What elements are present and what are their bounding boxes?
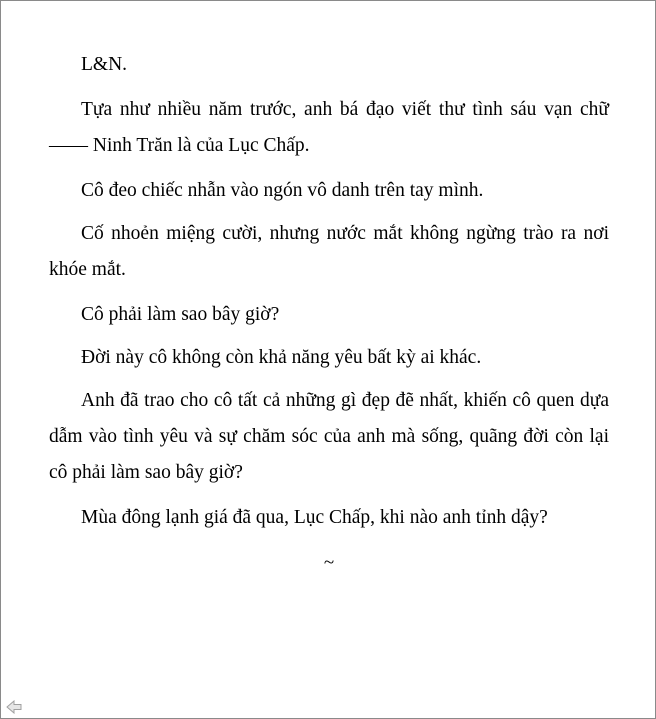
paragraph-signature: L&N. [81,54,128,75]
paragraph-dependence: Anh đã trao cho cô tất cả những gì đẹp đẽ nhất, khiến cô quen dựa dẫm vào tình yêu và sự chăm sóc của anh mà sống, quãng đời còn lại cô phải làm sao bây giờ? [49,390,609,483]
paragraph-tears: Cố nhoẻn miệng cười, nhưng nước mắt không ngừng trào ra nơi khóe mắt. [49,223,609,280]
paragraph-no-one-else: Đời này cô không còn khả năng yêu bất kỳ ai khác. [81,347,482,368]
document-page [49,47,609,581]
paragraph-winter: Mùa đông lạnh giá đã qua, Lục Chấp, khi nào anh tỉnh dậy? [81,507,548,528]
section-break: ~ [323,552,335,573]
paragraph-question: Cô phải làm sao bây giờ? [81,304,280,325]
paragraph-ring: Cô đeo chiếc nhẫn vào ngón vô danh trên tay mình. [81,180,484,201]
paragraph-love-letter: Tựa như nhiều năm trước, anh bá đạo viết thư tình sáu vạn chữ —— Ninh Trăn là của Lục Chấp. [49,99,609,156]
back-arrow-icon[interactable] [5,700,23,714]
